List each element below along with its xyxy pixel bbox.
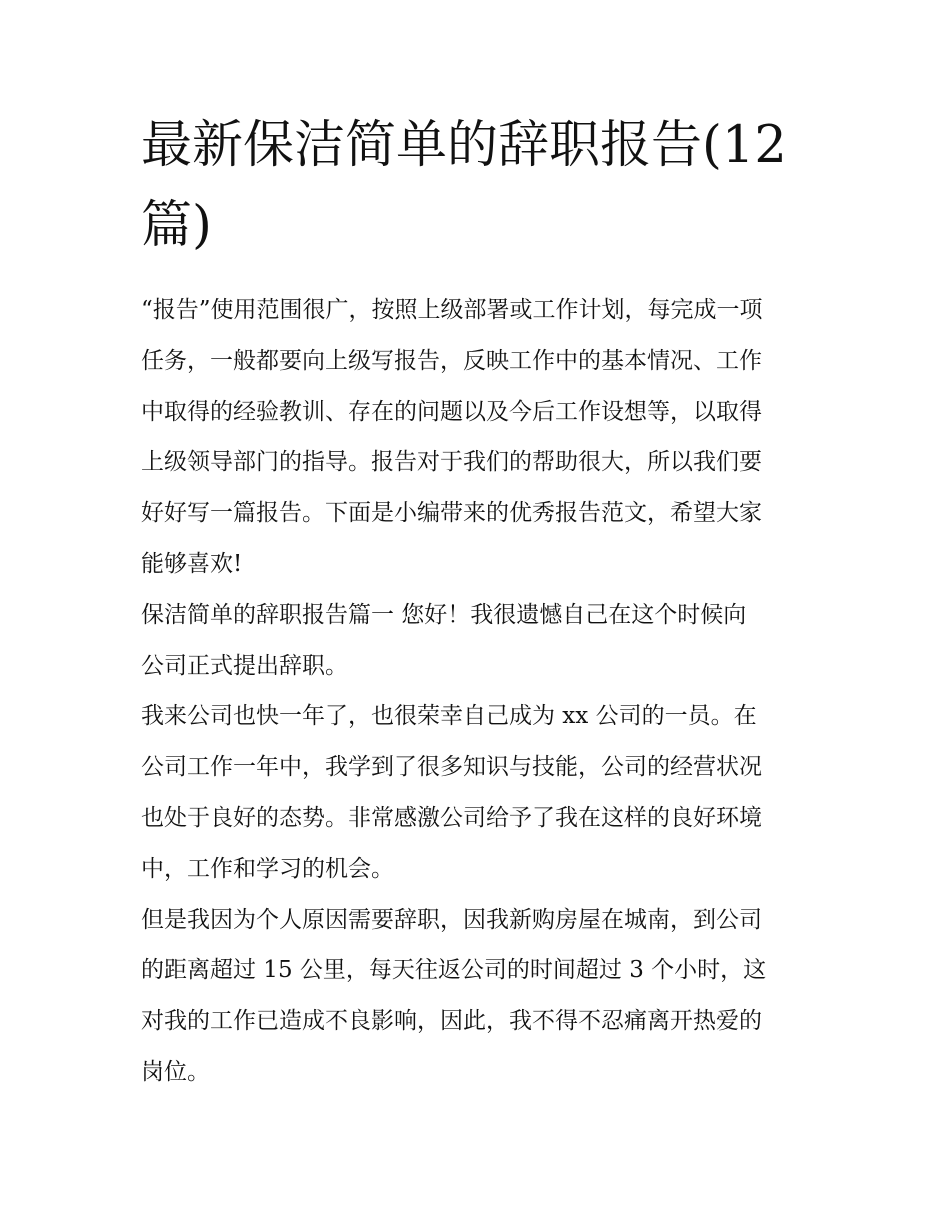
- text-line: 好好写一篇报告。下面是小编带来的优秀报告范文，希望大家: [141, 500, 762, 527]
- text-line: 公司正式提出辞职。: [141, 652, 348, 679]
- text-line: 保洁简单的辞职报告篇一 您好！我很遗憾自己在这个时候向: [141, 601, 747, 628]
- paragraph-reason: [141, 895, 816, 1098]
- text-line: “报告”使用范围很广，按照上级部署或工作计划，每完成一项: [141, 297, 763, 323]
- text-line: 但是我因为个人原因需要辞职，因我新购房屋在城南，到公司: [141, 906, 762, 933]
- text-line: 对我的工作已造成不良影响，因此，我不得不忍痛离开热爱的: [141, 1008, 762, 1035]
- document-title: [141, 106, 821, 266]
- title-line: 最新保洁简单的辞职报告(12: [141, 116, 787, 175]
- paragraph-intro: [141, 285, 816, 590]
- text-line: 中取得的经验教训、存在的问题以及今后工作设想等，以取得: [141, 398, 762, 425]
- text-line: 上级领导部门的指导。报告对于我们的帮助很大，所以我们要: [141, 449, 762, 476]
- text-line: 的距离超过 15 公里，每天往返公司的时间超过 3 个小时，这: [141, 957, 767, 984]
- paragraph-greeting: [141, 590, 816, 692]
- text-line: 中，工作和学习的机会。: [141, 855, 394, 882]
- text-line: 任务，一般都要向上级写报告，反映工作中的基本情况、工作: [141, 347, 762, 374]
- text-line: 公司工作一年中，我学到了很多知识与技能，公司的经营状况: [141, 754, 762, 781]
- text-line: 岗位。: [141, 1058, 210, 1085]
- text-line: 我来公司也快一年了，也很荣幸自己成为 xx 公司的一员。在: [141, 703, 757, 730]
- paragraph-gratitude: [141, 691, 816, 894]
- title-line: 篇): [141, 196, 212, 255]
- document-body: [141, 285, 810, 1098]
- text-line: 能够喜欢!: [141, 550, 243, 577]
- text-line: 也处于良好的态势。非常感激公司给予了我在这样的良好环境: [141, 804, 762, 831]
